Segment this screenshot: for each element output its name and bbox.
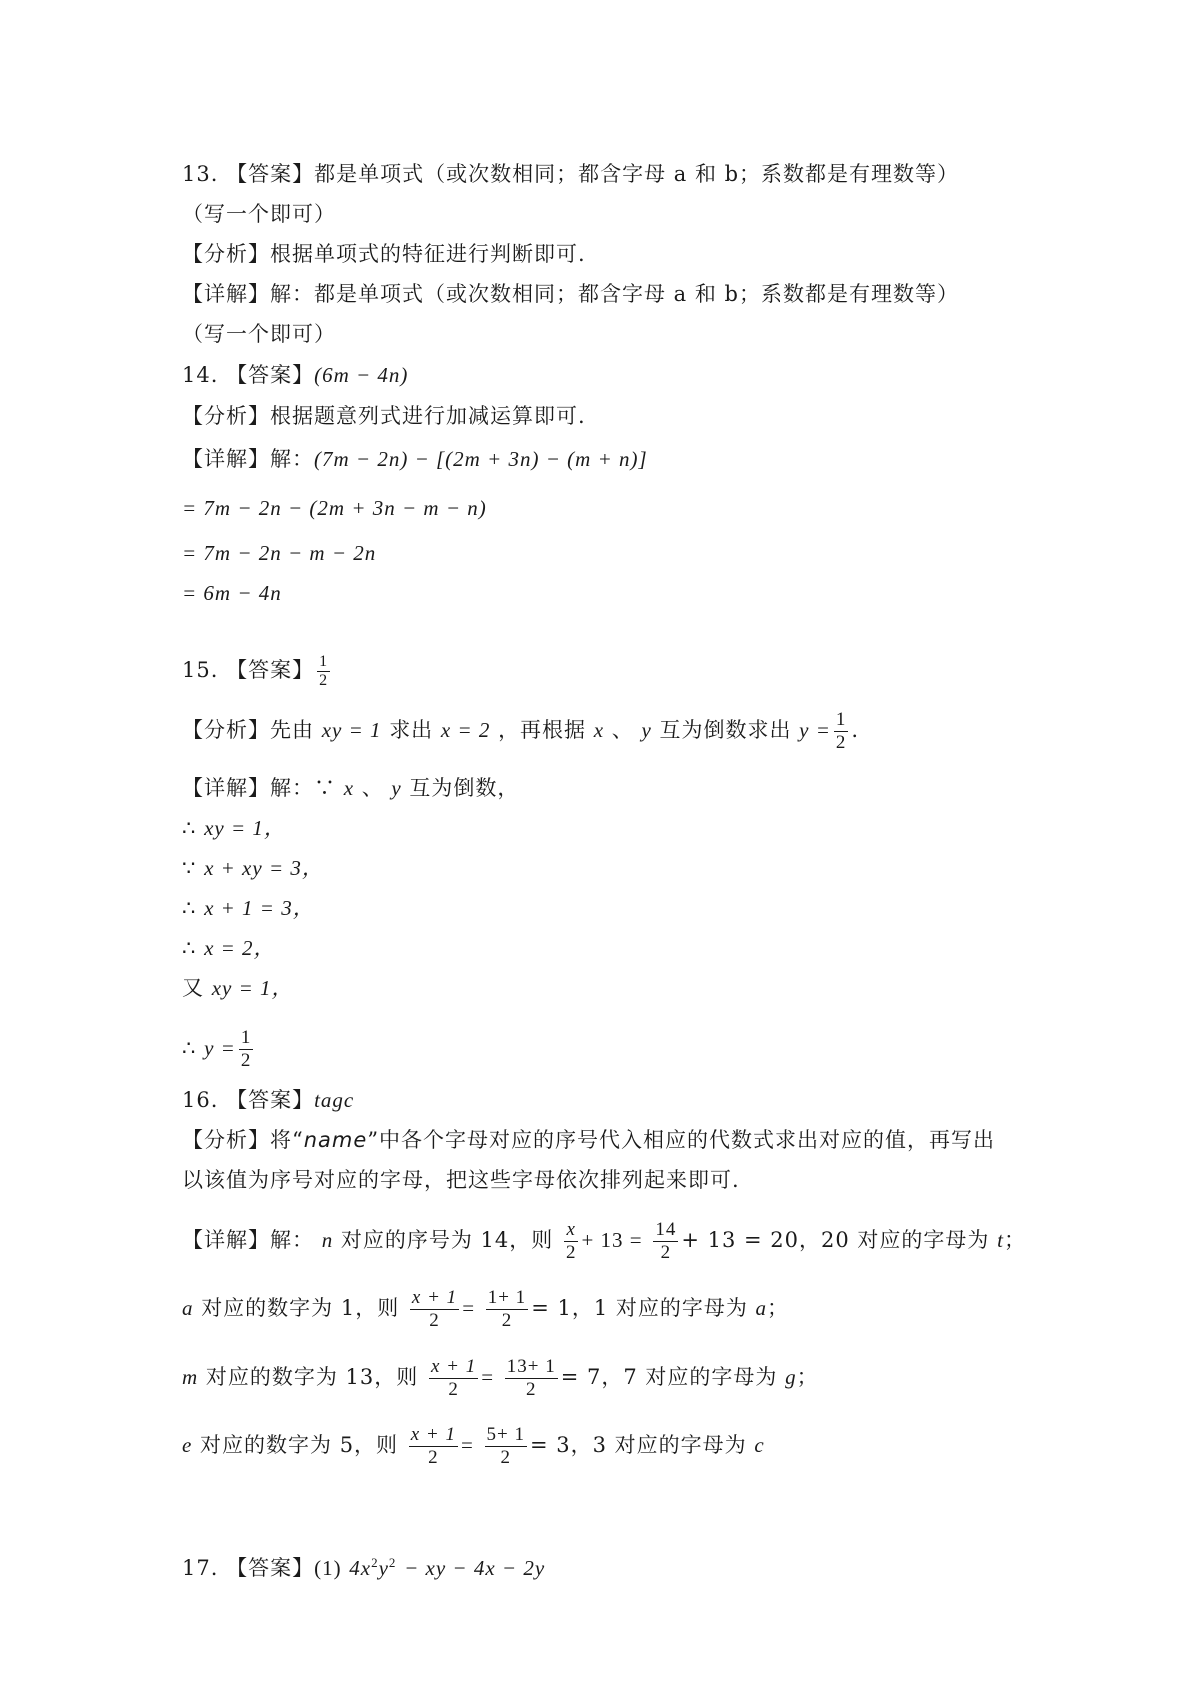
q16-analysis-line-1 xyxy=(182,1125,995,1155)
q15-step-6-expr: y = xyxy=(204,1036,236,1060)
q16-d1-f2-numerator: 14 xyxy=(655,1219,677,1240)
q15-step-6-fraction xyxy=(239,1027,254,1072)
q15-step-1-symbol: ∴ xyxy=(182,816,197,840)
q16-d1-c: 对应的序号为 14，则 xyxy=(340,1228,554,1252)
q17-answer-label: 17. 【答案】 xyxy=(182,1556,315,1580)
q15-detail-b: x xyxy=(343,776,355,800)
q15-step-4 xyxy=(182,933,276,963)
q16-analysis-a: 【分析】将“ xyxy=(182,1128,304,1152)
q16-d3-f2-numerator: 13+ 1 xyxy=(506,1356,556,1377)
q15-analysis-c: 求出 xyxy=(389,718,434,742)
q16-d2-fraction-2 xyxy=(486,1287,528,1332)
q15-step-6-denominator: 2 xyxy=(240,1050,252,1071)
q15-step-3-symbol: ∴ xyxy=(182,896,197,920)
q16-d2-f1-numerator: x + 1 xyxy=(411,1287,458,1308)
q14-detail-label: 【详解】解： xyxy=(182,447,314,471)
q15-step-6-numerator: 1 xyxy=(240,1027,252,1048)
q15-analysis-numerator: 1 xyxy=(835,709,847,730)
q15-step-3 xyxy=(182,893,315,923)
q16-d1-f1-numerator: x xyxy=(564,1219,579,1242)
q15-detail-line xyxy=(182,773,519,803)
q16-detail-line-4 xyxy=(182,1418,765,1472)
q15-analysis-i: 互为倒数求出 xyxy=(659,718,792,742)
q16-answer-label: 16. 【答案】 xyxy=(182,1088,315,1112)
q16-d1-g: ； xyxy=(1003,1228,1026,1252)
q16-analysis-c: ”中各个字母对应的序号代入相应的代数式求出对应的值，再写出 xyxy=(367,1128,996,1152)
q16-d1-f: t xyxy=(997,1228,1004,1252)
q15-step-1-expr: xy = 1， xyxy=(204,816,286,840)
q15-analysis-d: x = 2 xyxy=(440,718,491,742)
q16-d3-fraction-2 xyxy=(505,1356,558,1401)
q16-d2-b: 对应的数字为 1，则 xyxy=(201,1296,400,1320)
q16-d1-f2-denominator: 2 xyxy=(660,1242,672,1263)
q15-step-1 xyxy=(182,813,286,843)
q15-step-5-expr: xy = 1， xyxy=(211,976,294,1000)
q14-answer-line xyxy=(182,360,408,390)
q14-step-1: = 7m − 2n − (2m + 3n − m − n) xyxy=(182,496,487,520)
q16-d3-f: ； xyxy=(796,1365,819,1389)
q13-detail-2: （写一个即可） xyxy=(182,322,336,346)
q15-detail-c: 、 xyxy=(361,776,384,800)
q17-term-2: y xyxy=(378,1556,389,1580)
q15-analysis-h: y xyxy=(641,718,652,742)
q17-rest: − xy − 4x − 2y xyxy=(404,1556,546,1580)
q15-detail-e: 互为倒数， xyxy=(409,776,520,800)
q15-step-5-symbol: 又 xyxy=(182,976,204,1000)
q17-term-2-exponent: 2 xyxy=(388,1555,397,1570)
q16-d4-e: c xyxy=(754,1433,765,1457)
q16-d1-fraction-2 xyxy=(653,1219,678,1264)
q15-analysis-g: 、 xyxy=(611,718,634,742)
q16-detail-line-1 xyxy=(182,1213,1026,1267)
q14-answer: (6m − 4n) xyxy=(314,363,409,387)
q15-answer-numerator: 1 xyxy=(319,653,329,670)
q16-d3-e: g xyxy=(785,1365,797,1389)
q15-step-2-symbol: ∵ xyxy=(182,856,197,880)
q16-d4-a: e xyxy=(182,1433,193,1457)
q16-d1-f1-denominator: 2 xyxy=(565,1242,577,1263)
q15-analysis-a: 【分析】先由 xyxy=(182,718,314,742)
q16-d3-b: 对应的数字为 13，则 xyxy=(205,1365,419,1389)
q14-detail-line xyxy=(182,444,648,474)
q16-analysis-b: name xyxy=(303,1128,368,1152)
q15-analysis-denominator: 2 xyxy=(835,732,847,753)
q16-analysis-line-2: 以该值为序号对应的字母，把这些字母依次排列起来即可. xyxy=(182,1168,740,1192)
q16-d4-fraction-2 xyxy=(485,1424,527,1469)
q16-d3-d: = 7，7 对应的字母为 xyxy=(560,1365,778,1389)
q15-answer-denominator: 2 xyxy=(319,672,329,689)
q15-step-5 xyxy=(182,973,294,1003)
q14-step-3: = 6m − 4n xyxy=(182,581,282,605)
q15-step-6-symbol: ∴ xyxy=(182,1036,197,1060)
q16-d4-f1-numerator: x + 1 xyxy=(410,1424,457,1445)
q16-d1-a: 【详解】解： xyxy=(182,1228,314,1252)
q13-detail: 【详解】解：都是单项式（或次数相同；都含字母 a 和 b；系数都是有理数等） xyxy=(182,282,959,306)
q16-d2-f2-denominator: 2 xyxy=(501,1310,513,1331)
q16-d2-d: = 1，1 对应的字母为 xyxy=(531,1296,748,1320)
q15-analysis-fraction xyxy=(834,709,849,754)
q16-d3-f1-denominator: 2 xyxy=(448,1379,459,1400)
q16-d2-e: a xyxy=(755,1296,768,1320)
q16-d4-b: 对应的数字为 5，则 xyxy=(200,1433,399,1457)
q16-d3-c: = xyxy=(481,1365,495,1389)
q14-answer-label: 14. 【答案】 xyxy=(182,363,315,387)
q16-d4-f1-denominator: 2 xyxy=(428,1447,439,1468)
q15-analysis-b: xy = 1 xyxy=(321,718,382,742)
q13-answer-line-2: （写一个即可） xyxy=(182,202,336,226)
q16-detail-line-3 xyxy=(182,1350,819,1404)
q16-detail-line-2 xyxy=(182,1281,789,1335)
q16-d4-fraction-1 xyxy=(409,1424,458,1469)
q17-term-1-exponent: 2 xyxy=(371,1555,379,1570)
q16-d4-d: = 3，3 对应的字母为 xyxy=(530,1433,747,1457)
q13-analysis: 【分析】根据单项式的特征进行判断即可. xyxy=(182,242,586,266)
q16-d4-f2-denominator: 2 xyxy=(500,1447,512,1468)
q15-analysis-f: x xyxy=(593,718,605,742)
q14-analysis: 【分析】根据题意列式进行加减运算即可. xyxy=(182,404,586,428)
q16-d3-f2-denominator: 2 xyxy=(525,1379,537,1400)
q16-d4-f2-numerator: 5+ 1 xyxy=(486,1424,526,1445)
q16-d2-f2-numerator: 1+ 1 xyxy=(487,1287,527,1308)
q15-step-2-expr: x + xy = 3， xyxy=(204,856,324,880)
q15-analysis-e: ，再根据 xyxy=(498,718,587,742)
q16-answer: tagc xyxy=(314,1088,355,1112)
q17-part: (1) xyxy=(314,1556,342,1580)
q16-d2-f1-denominator: 2 xyxy=(429,1310,440,1331)
q13-answer-line: 13. 【答案】都是单项式（或次数相同；都含字母 a 和 b；系数都是有理数等） xyxy=(182,162,960,186)
q16-d3-f1-numerator: x + 1 xyxy=(430,1356,477,1377)
q15-analysis-j: y = xyxy=(799,718,831,742)
q15-answer-line xyxy=(182,650,333,690)
q16-answer-line xyxy=(182,1085,354,1115)
q16-d1-b: n xyxy=(321,1228,334,1252)
q15-step-2 xyxy=(182,853,324,883)
q17-answer-line xyxy=(182,1553,545,1583)
q16-d3-fraction-1 xyxy=(429,1356,478,1401)
q16-d2-a: a xyxy=(182,1296,194,1320)
q17-term-1: 4x xyxy=(349,1556,372,1580)
q16-d1-fraction-1 xyxy=(564,1219,579,1264)
q14-step-2: = 7m − 2n − m − 2n xyxy=(182,541,377,565)
q16-d1-e: + 13 = 20，20 对应的字母为 xyxy=(681,1228,990,1252)
q15-answer-fraction xyxy=(317,653,330,690)
q15-step-4-symbol: ∴ xyxy=(182,936,197,960)
q15-step-4-expr: x = 2， xyxy=(204,936,276,960)
q15-analysis-end: . xyxy=(851,718,860,742)
q16-d1-d: + 13 = xyxy=(581,1228,643,1252)
q16-d2-c: = xyxy=(462,1296,476,1320)
q15-step-3-expr: x + 1 = 3， xyxy=(204,896,315,920)
q15-answer-label: 15. 【答案】 xyxy=(182,658,315,682)
q15-step-6 xyxy=(182,1023,256,1073)
q16-d3-a: m xyxy=(182,1365,199,1389)
q14-detail-expression: (7m − 2n) − [(2m + 3n) − (m + n)] xyxy=(314,447,648,471)
q16-d2-fraction-1 xyxy=(410,1287,459,1332)
q16-d2-f: ； xyxy=(767,1296,790,1320)
q15-analysis-line xyxy=(182,705,859,755)
q15-detail-a: 【详解】解：∵ xyxy=(182,776,336,800)
q15-detail-d: y xyxy=(391,776,402,800)
q16-d4-c: = xyxy=(461,1433,474,1457)
